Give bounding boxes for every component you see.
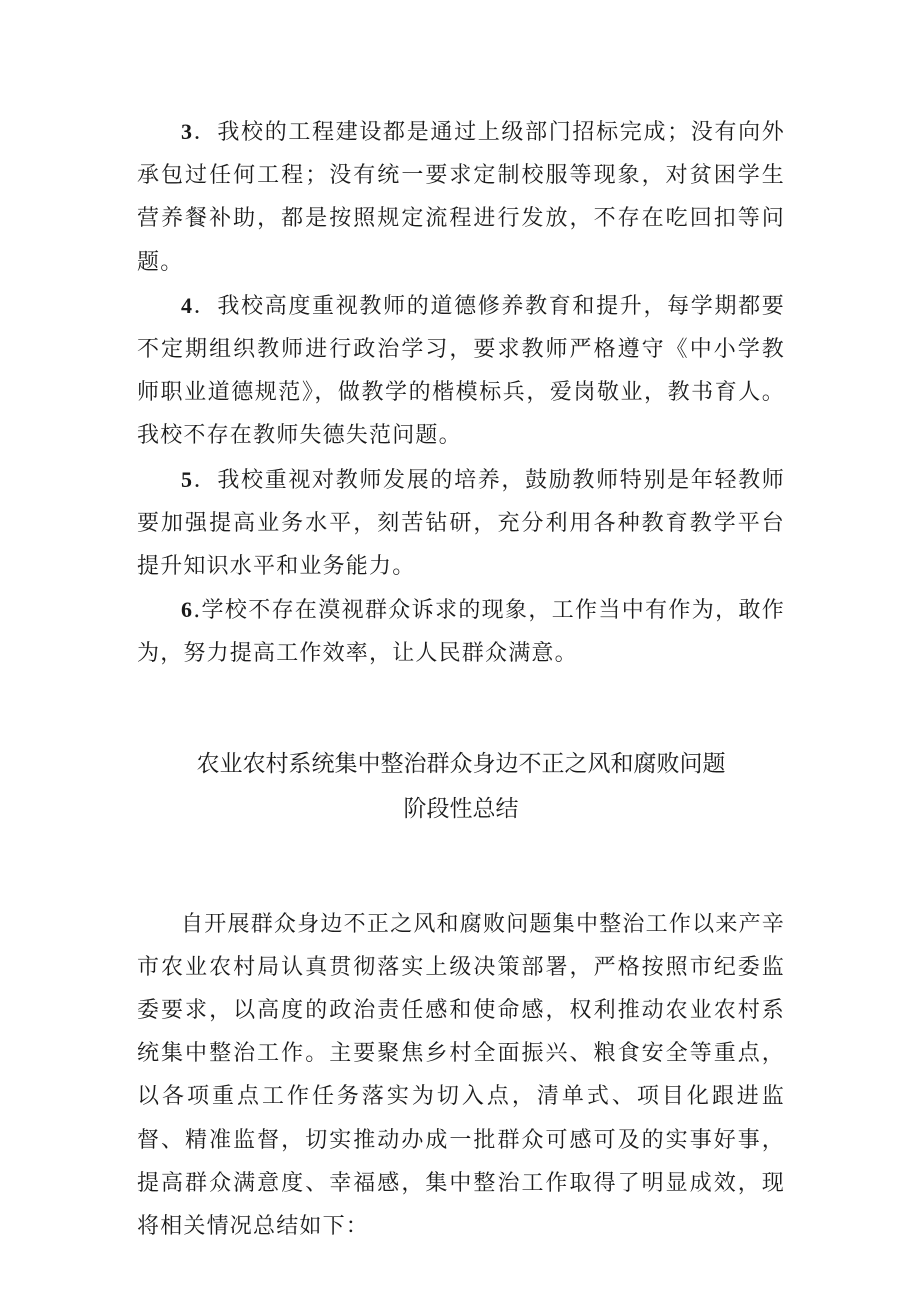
item-text: 我校重视对教师发展的培养，鼓励教师特别是年轻教师要加强提高业务水平，刻苦钻研，充分利用各种教育教学平台提升知识水平和业务能力。	[137, 467, 785, 580]
item-separator: ．	[193, 120, 218, 145]
list-item-4	[137, 284, 785, 458]
section-title	[137, 742, 785, 832]
title-line-1: 农业农村系统集中整治群众身边不正之风和腐败问题	[196, 750, 726, 777]
list-item-5	[137, 458, 785, 589]
document-content	[137, 110, 785, 1248]
item-number: 5	[181, 466, 194, 492]
list-item-6	[137, 588, 785, 675]
item-number: 6	[181, 597, 194, 623]
item-text: 学校不存在漠视群众诉求的现象，工作当中有作为，敢作为，努力提高工作效率，让人民群众满意。	[137, 598, 785, 667]
item-number: 3	[181, 119, 194, 144]
item-separator: ．	[193, 293, 218, 319]
item-separator: .	[193, 598, 202, 624]
item-separator: ．	[193, 467, 218, 493]
title-line-2: 阶段性总结	[403, 795, 519, 822]
item-text: 我校高度重视教师的道德修养教育和提升，每学期都要不定期组织教师进行政治学习，要求教师严格遵守《中小学教师职业道德规范》，做教学的楷模标兵，爱岗敬业，教书育人。我校不存在教师失德失范问题。	[137, 293, 785, 449]
summary-paragraph: 自开展群众身边不正之风和腐败问题集中整治工作以来产辛市农业农村局认真贯彻落实上级决策部署，严格按照市纪委监委要求，以高度的政治责任感和使命感，权利推动农业农村系统集中整治工作。主要聚焦乡村全面振兴、粮食安全等重点，以各项重点工作任务落实为切入点，清单式、项目化跟进监督、精准监督，切实推动办成一批群众可感可及的实事好事，提高群众满意度、幸福感，集中整治工作取得了明显成效，现将相关情况总结如下：	[137, 911, 785, 1240]
item-text: 我校的工程建设都是通过上级部门招标完成；没有向外承包过任何工程；没有统一要求定制校服等现象，对贫困学生营养餐补助，都是按照规定流程进行发放，不存在吃回扣等问题。	[137, 120, 785, 275]
item-number: 4	[181, 292, 194, 318]
list-item-3	[137, 110, 785, 284]
